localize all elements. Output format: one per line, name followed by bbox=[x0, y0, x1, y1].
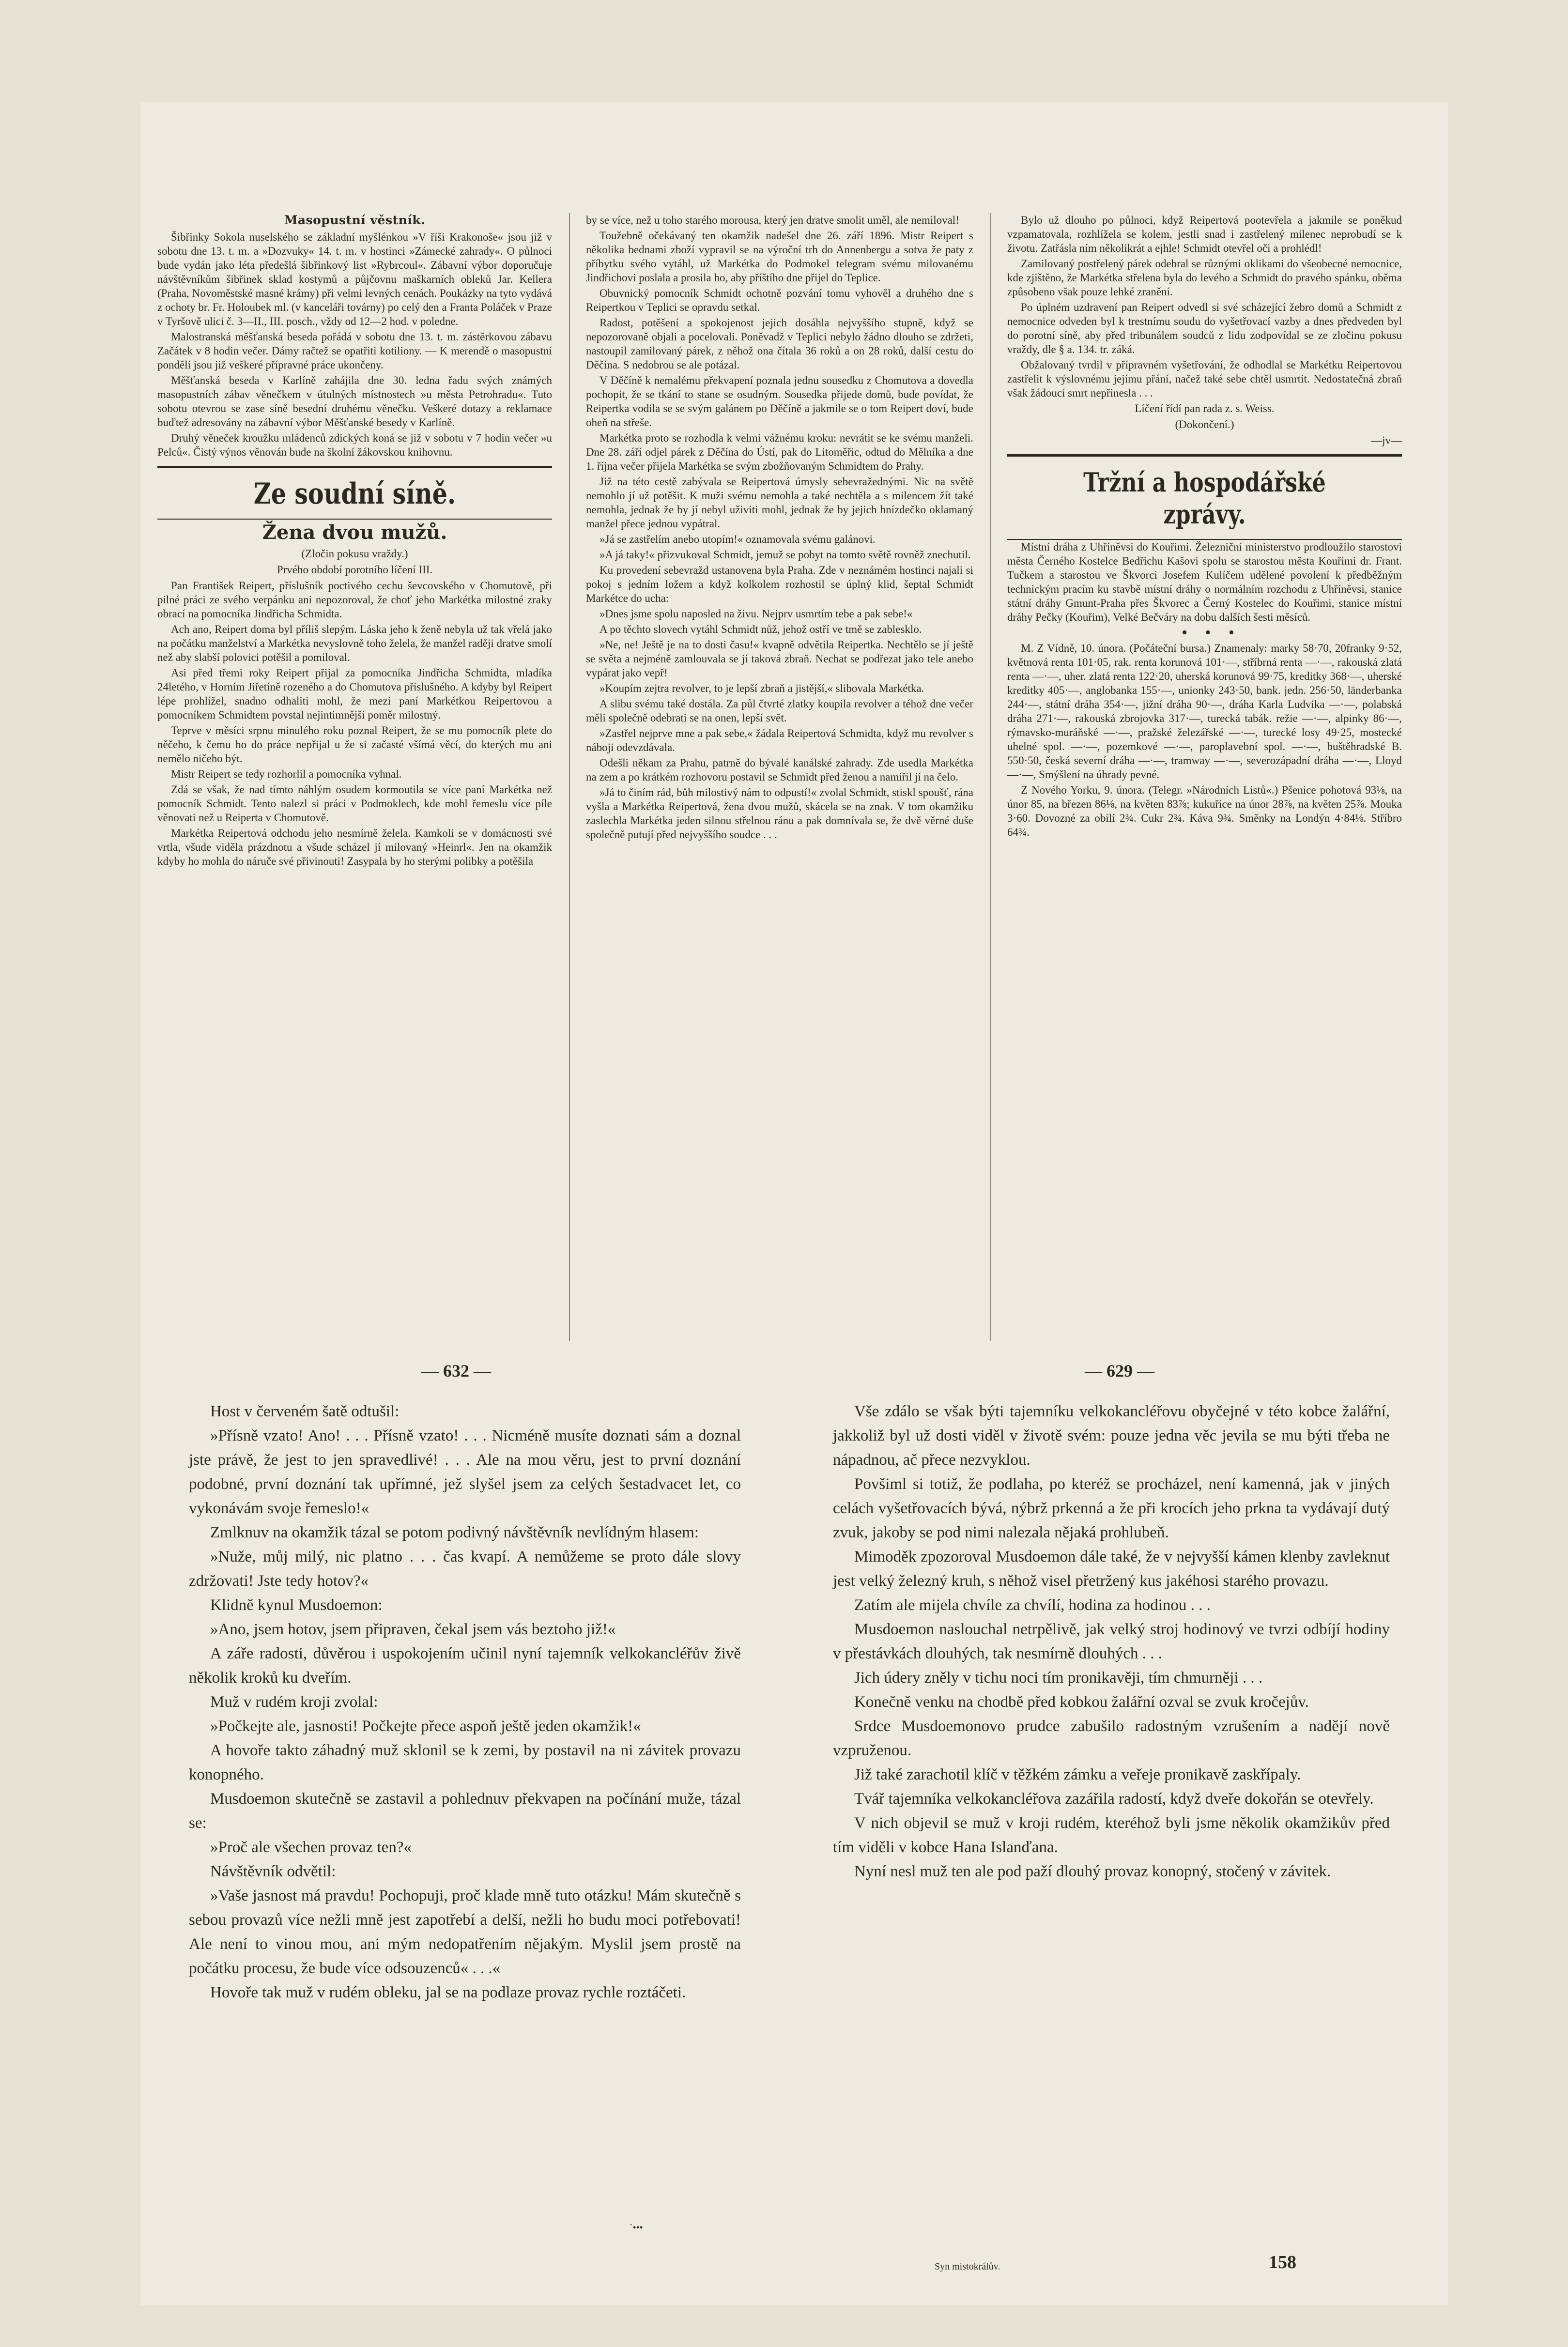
paragraph: A hovoře takto záhadný muž sklonil se k zemi, by postavil na ni závitek provazu konopného. bbox=[189, 1742, 741, 1783]
column-separator bbox=[569, 213, 570, 1341]
paragraph: Pan František Reipert, příslušník poctivého cechu ševcovského v Chomutově, při pilné práci ze svého verpánku ani nepozoroval, že choť jeho Markétka milostné zraky obrací na pomocníka Jindřicha Schmidta. bbox=[157, 580, 552, 620]
paragraph: Obžalovaný tvrdil v přípravném vyšetřování, že odhodlal se Markétku Reipertovou zastřelit k výslovnému jejímu přání, načež také sebe chtěl usmrtit. Nedostatečná zbraň však žádoucí smrt nepřinesla . . . bbox=[1007, 359, 1402, 399]
paragraph: Nyní nesl muž ten ale pod paží dlouhý provaz konopný, stočený v závitek. bbox=[854, 1863, 1331, 1880]
paragraph: Šibřinky Sokola nuselského se základní myšlénkou »V říši Krakonoše« jsou již v sobotu dne 13. t. m. a »Dozvuky« 14. t. m. v hostinci »Zámecké zahrady«. O půlnoci bude vydán jako léta předešlá šibřinkový list »Rybrcoul«. Zábavní výbor doporučuje návštěvníkům šibřinek sklad kostymů a půjčovnu maškarních obleků Jar. Kellera (Praha, Novoměstské masné krámy) při velmi levných cenách. Poukázky na tyto vydává z ochoty br. Fr. Holoubek ml. (v kanceláři továrny) po celý den a Franta Poláček v Praze v Tyršově ulici č. 3—II., III. posch., vždy od 12—2 hod. v poledne. bbox=[157, 231, 552, 327]
paragraph: Líčení řídí pan rada z. s. Weiss. bbox=[1135, 402, 1275, 414]
paragraph: Markétka Reipertová odchodu jeho nesmírně želela. Kamkoli se v domácnosti své vrtla, všude viděla prázdnotu a všude scházel jí milovaný »Heinrl«. Jen na okamžik kdyby ho mohla do náruče své přivinouti! Zasypala by ho sterými polibky a potěšila bbox=[157, 827, 552, 867]
newspaper-page bbox=[140, 102, 1448, 2305]
story-subtitle: (Zločin pokusu vraždy.) bbox=[301, 548, 408, 560]
separator-dots: • • • bbox=[1182, 624, 1241, 642]
lower-right-block bbox=[833, 1399, 1390, 1884]
author-signature: —jv— bbox=[1371, 434, 1402, 446]
paragraph: Mimoděk zpozoroval Musdoemon dále také, že v nejvyšší kámen klenby zavleknut jest velký železný kruh, s něhož visel přetržený kus jakéhosi starého provazu. bbox=[833, 1548, 1390, 1590]
paragraph: Asi před třemi roky Reipert přijal za pomocníka Jindřicha Schmidta, mladíka 24letého, v Horním Jiřetíně rozeného a do Chomutova příslušného. A kdyby byl Reipert lépe prohlížel, snadno odhaliti mohl, že mezi paní Markétkou Reipertovou a pomocníkem Schmidtem povstal nejintimnější poměr milostný. bbox=[157, 667, 552, 721]
paragraph: Konečně venku na chodbě před kobkou žalářní ozval se zvuk kročejův. bbox=[854, 1693, 1309, 1711]
paragraph: »Já to činím rád, bůh milostivý nám to odpustí!« zvolal Schmidt, stiskl spoušť, rána vyšla a Markétka Reipertová, žena dvou mužů, skácela se na znak. V tom okamžiku zaslechla Markétka jeden silnou střelnou ránu a pak domnívala se, že dvě věrné duše společně putují před nejvyššího soudce . . . bbox=[586, 786, 973, 841]
paragraph: »Přísně vzato! Ano! . . . Přísně vzato! . . . Nicméně musíte doznati sám a doznal jste právě, že jest to jen spravedlivé! . . . Ale na mou věru, jest to první doznání podobné, první doznání tak upřímné, jež slyšel jsem za celých šestadvacet let, co vykonávám svoje řemeslo!« bbox=[189, 1427, 741, 1517]
paragraph: Měšťanská beseda v Karlíně zahájila dne 30. ledna řadu svých známých masopustních zábav věnečkem v útulných místnostech »u města Petrohradu«. Tuto sobotu otevrou se zase síně besední druhému věnečku. Veškeré dotazy a reklamace buďtež adresovány na zábavní výbor Měšťanské besedy v Karlíně. bbox=[157, 374, 552, 429]
paragraph: »Ne, ne! Ještě je na to dosti času!« kvapně odvětila Reipertka. Nechtělo se jí ještě se světa a nejméně zamlouvala se jí taková zbraň. Nechat se podřezat jako tele anebo vypárat jako vepř! bbox=[586, 639, 973, 679]
story-title: Žena dvou mužů. bbox=[262, 521, 447, 544]
paragraph: Markétka proto se rozhodla k velmi vážnému kroku: nevrátit se ke svému manželi. Dne 28. září odjel párek z Děčína do Ústí, pak do Litoměřic, odtud do Mělníka a dne 1. října večer přijela Markétka se svým zbožňovaným Schmidtem do Prahy. bbox=[586, 432, 973, 472]
paragraph: Z Nového Yorku, 9. února. (Telegr. »Národních Listů«.) Pšenice pohotová 93⅛, na únor 85, na březen 86⅛, na květen 83⅞; kukuřice na únor 28⅞, na květen 25⅞. Mouka 3·60. Dovozné za obilí 2¾. Cukr 2¾. Káva 9¾. Směnky na Londýn 4·84⅛. Stříbro 64¾. bbox=[1007, 784, 1402, 838]
paragraph: Hovoře tak muž v rudém obleku, jal se na podlaze provaz rychle roztáčeti. bbox=[210, 1984, 686, 2001]
paragraph: Toužebně očekávaný ten okamžik nadešel dne 26. září 1896. Mistr Reipert s několika bednami zboží vypravil se na výroční trh do Annenbergu a sotva že paty z příbytku svého vytáhl, už Markétka do Podmokel telegram svému milovanému Jindřichovi poslala a prosila ho, aby příštího dne přijel do Teplice. bbox=[586, 230, 973, 284]
paragraph: Musdoemon naslouchal netrpělivě, jak velký stroj hodinový ve tvrzi odbíjí hodiny v přestávkách dlouhých, tak nesmírně dlouhých . . . bbox=[833, 1621, 1390, 1662]
paragraph: Místní dráha z Uhříněvsi do Kouřimi. Železniční ministerstvo prodloužilo starostovi města Černého Kostelce Bedřichu Kašovi spolu se starostou města Kouřimi dr. Frant. Tučkem a starostou ve Škvorci Josefem Kulíčem udělené povolení k předběžným technickým pracím ku stavbě místní dráhy o normálním rozchodu z Uhříněvsi, stanice státní dráhy Gmunt-Praha přes Škvorec a Černý Kostelec do Kouřimi, stanice místní dráhy Pečky (Kouřim), Velké Bečváry na dobu dalších šesti měsíců. bbox=[1007, 541, 1402, 623]
heading-masopustni-vestnik: Masopustní věstník. bbox=[284, 213, 426, 227]
divider bbox=[157, 466, 552, 468]
paragraph: Druhý věneček kroužku mládenců zdických koná se již v sobotu v 7 hodin večer »u Pelců«. Čistý výnos věnován bude na školní žákovskou knihovnu. bbox=[157, 432, 552, 458]
paragraph: Ku provedení sebevražd ustanovena byla Praha. Zde v neznámém hostinci najali si pokoj s jedním ložem a když kolkolem rozhostil se úplný klid, šeptal Schmidt Markétce do ucha: bbox=[586, 564, 973, 604]
paragraph: Mistr Reipert se tedy rozhorlil a pomocníka vyhnal. bbox=[171, 768, 402, 780]
divider bbox=[1007, 454, 1402, 457]
paragraph: V nich objevil se muž v kroji rudém, kteréhož byli jsme několik okamžikův před tím viděli v kobce Hana Islanďana. bbox=[833, 1814, 1390, 1856]
paragraph: Obuvnický pomocník Schmidt ochotně pozvání tomu vyhověl a druhého dne s Reipertkou v Teplici se opravdu setkal. bbox=[586, 287, 973, 313]
section-title-soudni-sin: Ze soudní síně. bbox=[253, 477, 456, 511]
paragraph: Jich údery zněly v tichu noci tím pronikavěji, tím chmurněji . . . bbox=[854, 1669, 1263, 1687]
paragraph: »Já se zastřelím anebo utopím!« oznamovala svému galánovi. bbox=[600, 533, 876, 545]
page-number-right: — 629 — bbox=[1085, 1361, 1154, 1381]
paragraph: Muž v rudém kroji zvolal: bbox=[210, 1693, 378, 1711]
paragraph: Srdce Musdoemonovo prudce zabušilo radostným vzrušením a nadějí nově vzpruženou. bbox=[833, 1718, 1390, 1759]
column-middle bbox=[586, 213, 973, 843]
page-number-left: — 632 — bbox=[421, 1361, 491, 1381]
paragraph: Odešli někam za Prahu, patrně do bývalé kanálské zahrady. Zde usedla Markétka na zem a po krátkém rozhovoru postavil se Schmidt před ženou a namířil jí na čelo. bbox=[586, 757, 973, 783]
paragraph: »Nuže, můj milý, nic platno . . . čas kvapí. A nemůžeme se proto dále slovy zdržovati! Jste tedy hotov?« bbox=[189, 1548, 741, 1590]
paragraph: Návštěvník odvětil: bbox=[210, 1863, 336, 1880]
paragraph: Vše zdálo se však býti tajemníku velkokancléřovu obyčejné v této kobce žalářní, jakkoliž byl už dosti viděl v životě svém: pouze jedna věc jevila se mu býti třeba ne nápadnou, ač přece nezvyklou. bbox=[833, 1403, 1390, 1469]
column-separator bbox=[990, 213, 991, 1341]
paragraph: Povšiml si totiž, že podlaha, po kteréž se procházel, není kamenná, jak v jiných celách vyšetřovacích bývá, nýbrž prkenná a že při krocích jeho prkna ta vydávají dutý zvuk, jakoby se pod nimi nalezala nějaká prohlubeň. bbox=[833, 1475, 1390, 1541]
paragraph: Zamilovaný postřelený párek odebral se různými oklikami do všeobecné nemocnice, kde zjištěno, že Markétka střelena byla do levého a Schmidt do pravého spánku, oběma způsobeno však pouze lehké zranění. bbox=[1007, 258, 1402, 298]
paragraph: Bylo už dlouho po půlnoci, když Reipertová pootevřela a jakmile se poněkud vzpamatovala, rozhlížela se kolem, jestli snad i zastřelený milenec neprobudí se k životu. Zatřásla ním několikrát a ejhle! Schmidt otevřel oči a prohlédl! bbox=[1007, 214, 1402, 254]
paragraph: A slibu svému také dostála. Za půl čtvrté zlatky koupila revolver a téhož dne večer měli společně odebrati se na onen, lepší svět. bbox=[586, 698, 973, 724]
paragraph: M. Z Vídně, 10. února. (Počáteční bursa.) Znamenaly: marky 58·70, 20franky 9·52, květnová renta 101·05, rak. renta korunová 101·—, stříbrná renta —·—, rakouská zlatá renta —·—, uher. zlatá renta 122·20, uherská korunová 99·75, kreditky 368·—, uherské kreditky 405·—, anglobanka 155·—, unionky 243·50, bank. jedn. 256·50, länderbanka 244·—, státní dráha 354·—, jižní dráha 90·—, dráha Karla Ludvika —·—, polabská dráha 271·—, rakouská zbrojovka 317·—, turecká tabák. režie —·—, alpinky 86·—, rýmavsko-muráňské —·—, pražské železářské —·—, turecké losy 49·25, mostecké uhelné spol. —·—, pozemkové —·—, paroplavební spol. —·—, buštěhradské B. 550·50, česká severní dráha —·—, tramway —·—, severozápadní dráha —·—, Lloyd —·—, Smýšlení na úhrady pevné. bbox=[1007, 642, 1402, 781]
section-title-trzni-zpravy: Tržní a hospodářské zprávy. bbox=[1083, 467, 1326, 530]
paragraph: Tvář tajemníka velkokancléřova zazářila radostí, když dveře dokořán se otevřely. bbox=[854, 1790, 1374, 1808]
paragraph: Zmlknuv na okamžik tázal se potom podivný návštěvník nevlídným hlasem: bbox=[210, 1524, 699, 1541]
paragraph: »Koupím zejtra revolver, to je lepší zbraň a jistější,« slibovala Markétka. bbox=[600, 682, 924, 694]
continuation-note: (Dokončení.) bbox=[1175, 418, 1234, 430]
paragraph: Klidně kynul Musdoemon: bbox=[210, 1596, 383, 1614]
paragraph: A po těchto slovech vytáhl Schmidt nůž, jehož ostří ve tmě se zablesklo. bbox=[600, 623, 922, 635]
paragraph: V Děčíně k nemalému překvapení poznala jednu sousedku z Chomutova a dovedla pochopit, že se tkání to stane se osudným. Sousedka přijede domů, bude povídat, že Reipertka vodila se se svým galánem po Děčíně a jakmile se o tom Reipert doví, bude oheň na střeše. bbox=[586, 374, 973, 429]
paragraph: Host v červeném šatě odtušil: bbox=[210, 1403, 400, 1420]
paragraph: Již také zarachotil klíč v těžkém zámku a veřeje pronikavě zaskřípaly. bbox=[854, 1766, 1301, 1783]
story-subtitle: Prvého období porotního líčení III. bbox=[277, 564, 433, 576]
paragraph: by se více, než u toho starého morousa, který jen dratve smolit uměl, ale nemiloval! bbox=[586, 214, 959, 226]
lower-left-block bbox=[189, 1399, 741, 2005]
footer-page-number: 158 bbox=[1269, 2252, 1296, 2272]
paragraph: »Vaše jasnost má pravdu! Pochopuji, proč klade mně tuto otázku! Mám skutečně s sebou provazů více nežli mně jest zapotřebí a delší, nežli ho budu moci potřebovati! Ale není to vinou mou, ani mým nedopatřením nějakým. Myslil jsem prostě na počátku procesu, že bude více odsouzenců« . . .« bbox=[189, 1887, 741, 1977]
paragraph: Teprve v měsíci srpnu minulého roku poznal Reipert, že se mu pomocník plete do něčeho, k čemu ho do práce nepřijal u že si začasté všímá věcí, do kterých mu ani nemělo ničeho být. bbox=[157, 724, 552, 765]
paragraph: »Zastřel nejprve mne a pak sebe,« žádala Reipertová Schmidta, když mu revolver s náboji odevzdávala. bbox=[586, 727, 973, 753]
paragraph: Radost, potěšení a spokojenost jejich dosáhla nejvyššího stupně, když se nepozorovaně objali a pocelovali. Poněvadž v Teplici nebylo žádno dlouho se zdržeti, nastoupil zamilovaný párek, z něhož ona čítala 36 roků a on 28 roků, další cestu do Děčína. S nedobrou se ale potázal. bbox=[586, 317, 973, 371]
paragraph: Musdoemon skutečně se zastavil a pohlednuv překvapen na počínání muže, tázal se: bbox=[189, 1790, 741, 1832]
paragraph: »Proč ale všechen provaz ten?« bbox=[210, 1839, 412, 1856]
paragraph: Malostranská měšťanská beseda pořádá v sobotu dne 13. t. m. zástěrkovou zábavu Začátek v 8 hodin večer. Dámy račtež se opatřiti kotiliony. — K merendě o masopustní pondělí jsou již veškeré přípravné práce ukončeny. bbox=[157, 331, 552, 371]
paragraph: Zatím ale mijela chvíle za chvílí, hodina za hodinou . . . bbox=[854, 1596, 1211, 1614]
divider bbox=[157, 519, 552, 520]
footer-mark: `••• bbox=[630, 2223, 643, 2233]
column-left bbox=[157, 213, 552, 870]
column-right bbox=[1007, 213, 1402, 841]
paragraph: Již na této cestě zabývala se Reipertová úmysly sebevražednými. Nic na světě nemohlo jí už potěšit. K muži svému nemohla a také nechtěla a s milencem žít také nemohla, jednak že by jí nebyl uživiti mohl, jednak že by jejich hnízdečko oklamaný manžel přece jednou vypátral. bbox=[586, 476, 973, 530]
footer-signature: Syn mistokrálův. bbox=[935, 2261, 1000, 2272]
paragraph: Ach ano, Reipert doma byl příliš slepým. Láska jeho k ženě nebyla už tak vřelá jako na počátku manželství a Markétka nevyslovně toho želela, že manžel raději dratve smolí než aby slabší polovici potěšil a pomiloval. bbox=[157, 623, 552, 663]
paragraph: Po úplném uzdravení pan Reipert odvedl si své scházející žebro domů a Schmidt z nemocnice odveden byl k trestnímu soudu do vyšetřovací vazby a dnes předveden byl do porotní síně, aby před tribunálem soudců z lidu zodpovídal se ze zločinu pokusu vraždy, dle § a. 134. tr. záká. bbox=[1007, 301, 1402, 355]
paragraph: A záře radosti, důvěrou i uspokojením učinil nyní tajemník velkokancléřův živě několik kroků ku dveřím. bbox=[189, 1645, 741, 1687]
paragraph: »Dnes jsme spolu naposled na živu. Nejprv usmrtím tebe a pak sebe!« bbox=[600, 608, 913, 620]
paragraph: Zdá se však, že nad tímto náhlým osudem kormoutila se více paní Markétka než pomocník Schmidt. Tento nalezl si práci v Podmoklech, kde mohl řemeslu více píle věnovati než u Reiperta v Chomutově. bbox=[157, 783, 552, 824]
paragraph: »Ano, jsem hotov, jsem připraven, čekal jsem vás beztoho již!« bbox=[210, 1621, 616, 1638]
paragraph: »Počkejte ale, jasnosti! Počkejte přece aspoň ještě jeden okamžik!« bbox=[210, 1718, 641, 1735]
paragraph: »A já taky!« přizvukoval Schmidt, jemuž se pobyt na tomto světě rovněž znechutil. bbox=[600, 549, 971, 561]
